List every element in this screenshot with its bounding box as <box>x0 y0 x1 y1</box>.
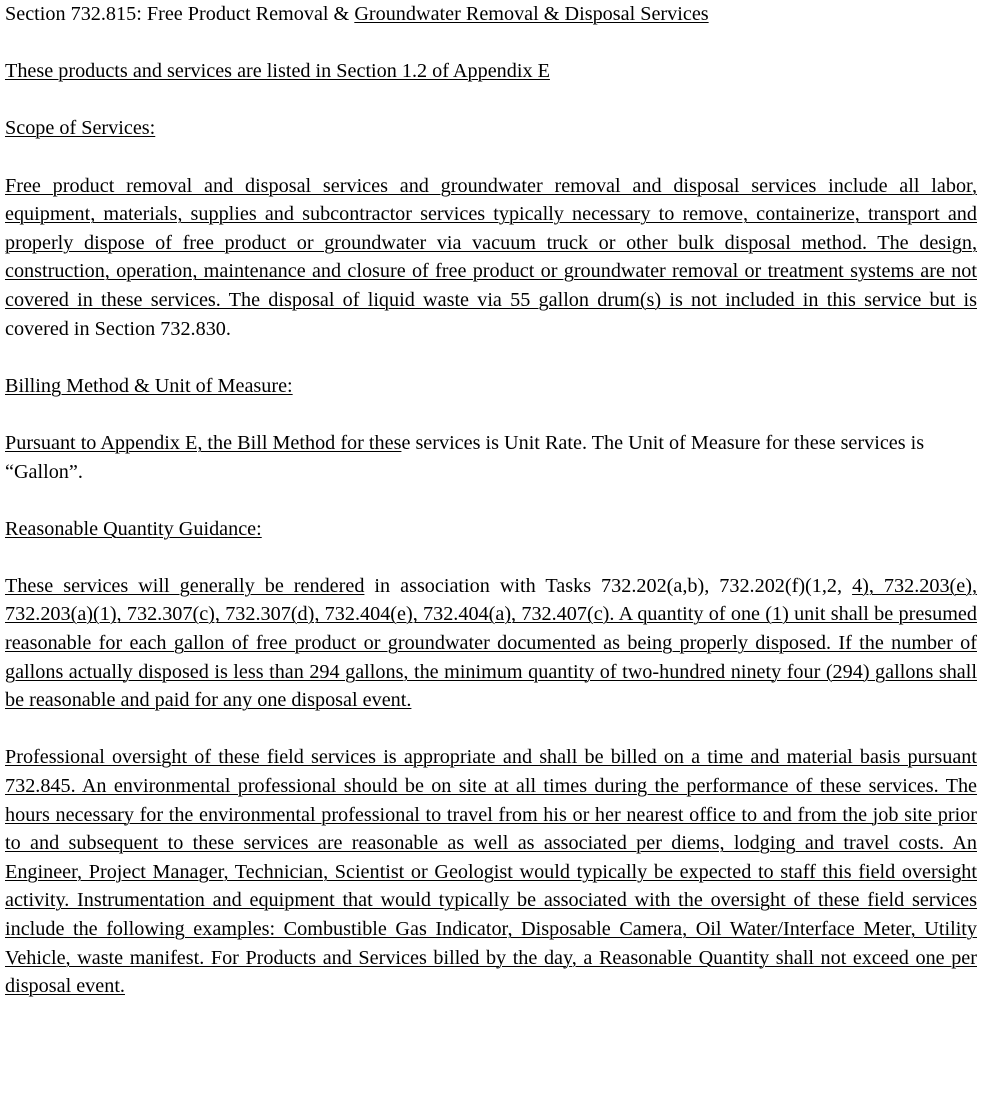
listing-note <box>5 57 977 86</box>
scope-body <box>5 172 977 344</box>
section-title-underlined: Groundwater Removal & Disposal Services <box>354 3 709 25</box>
oversight-body <box>5 743 977 1000</box>
document-page <box>5 0 977 1001</box>
spacer <box>5 143 977 172</box>
billing-body-plain: e services is Unit Rate. The Unit of Measure for these services is “Gallon”. <box>5 431 925 483</box>
billing-body <box>5 429 977 486</box>
spacer <box>5 715 977 744</box>
billing-heading-text: Billing Method & Unit of Measure: <box>5 374 293 397</box>
reasonable-quantity-body-underlined-1: These services will generally be rendered <box>5 574 365 597</box>
listing-note-text: These products and services are listed in Section 1.2 of Appendix E <box>5 60 550 83</box>
billing-heading <box>5 372 977 401</box>
oversight-body-text: Professional oversight of these field services is appropriate and shall be billed on a time and material basis pursuant 732.845. An environmental professional should be on site at all times during the performance of these services. The hours necessary for the environmental professional to travel from his or her nearest office to and from the job site prior to and subsequent to these services are reasonable as well as associated per diems, lodging and travel costs. An Engineer, Project Manager, Technician, Scientist or Geologist would typically be expected to staff this field oversight activity. Instrumentation and equipment that would typically be associated with the oversight of these field services include the following examples: Combustible Gas Indicator, Disposable Camera, Oil Water/Interface Meter, Utility Vehicle, waste manifest. For Products and Services billed by the day, a Reasonable Quantity shall not exceed one per disposal event. <box>5 746 977 998</box>
section-title-plain: Section 732.815: Free Product Removal & <box>5 3 355 25</box>
scope-heading-text: Scope of Services: <box>5 117 156 140</box>
reasonable-quantity-body-plain-1: in association with Tasks 732.202(a,b), 732.202(f)(1,2, <box>364 574 853 597</box>
scope-heading <box>5 114 977 143</box>
reasonable-quantity-heading-text: Reasonable Quantity Guidance: <box>5 517 262 540</box>
spacer <box>5 486 977 515</box>
reasonable-quantity-body-underlined-2: 4), 732.203(e), 732.203(a)(1), 732.307(c), 732.307(d), 732.404(e), 732.404(a), 732.407(c). A quantity of one (1) unit shall be presumed reasonable for each gallon of free product or groundwater documented as being properly disposed. If the number of gallons actually disposed is less than 294 gallons, the minimum quantity of two-hundred ninety four (294) gallons shall be reasonable and paid for any one disposal event. <box>5 574 977 712</box>
billing-body-underlined: Pursuant to Appendix E, the Bill Method for thes <box>5 431 402 454</box>
spacer <box>5 29 977 58</box>
reasonable-quantity-body <box>5 572 977 715</box>
section-title <box>5 0 977 29</box>
reasonable-quantity-heading <box>5 515 977 544</box>
spacer <box>5 86 977 115</box>
spacer <box>5 343 977 372</box>
spacer <box>5 543 977 572</box>
scope-body-underlined: Free product removal and disposal services and groundwater removal and disposal services include all labor, equipment, materials, supplies and subcontractor services typically necessary to remove, containerize, transport and properly dispose of free product or groundwater via vacuum truck or other bulk disposal method. The design, construction, operation, maintenance and closure of free product or groundwater removal or treatment systems are not covered in these services. The disposal of liquid waste via 55 gallon drum(s) is not included in this service but is <box>5 174 977 311</box>
spacer <box>5 400 977 429</box>
scope-body-plain: covered in Section 732.830. <box>5 317 231 340</box>
